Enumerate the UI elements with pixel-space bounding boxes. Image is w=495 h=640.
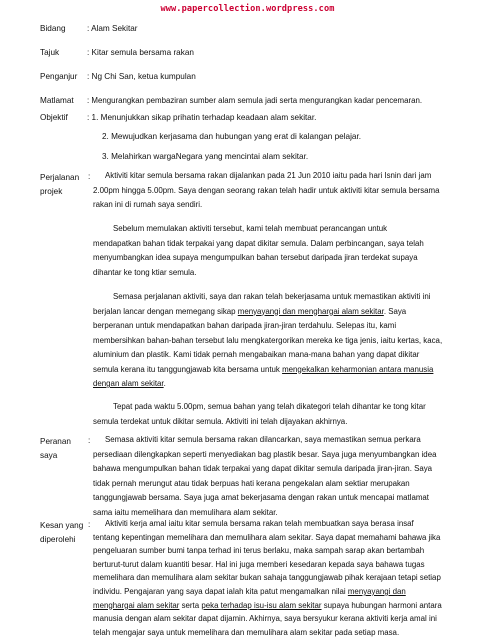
text-segment: serta — [179, 600, 202, 610]
peranan-colon: : — [88, 436, 91, 445]
peranan-label-line1: Peranan — [40, 437, 71, 446]
text-line: persediaan dilengkapkan seperti menyediakan bag plastik besar. Saya juga menyumbangkan idea — [93, 449, 437, 459]
perjalanan-colon: : — [88, 172, 91, 181]
text-line: berperanan untuk mendapatkan bahan daripada jiran-jiran terdahulu. Selepas itu, kami — [93, 321, 397, 330]
perjalanan-paragraph-3 — [93, 290, 471, 392]
text-line: Sebelum memulakan aktiviti tersebut, kami telah membuat perancangan untuk — [113, 224, 388, 233]
matlamat-label: Matlamat — [40, 96, 74, 105]
underlined-phrase: menyayangi dan — [347, 586, 406, 596]
perjalanan-label-line1: Perjalanan — [40, 173, 80, 182]
text-line: tanggungjawab bersama. Saya juga amat bekerjasama dengan rakan untuk mencapai matlamat — [93, 493, 429, 502]
text-line: Aktiviti kitar semula bersama rakan dijalankan pada 21 Jun 2010 iaitu pada hari Isnin dari jam — [105, 171, 432, 180]
text-segment: . Saya — [383, 306, 407, 316]
text-line: tentang kepentingan memelihara dan memulihara alam sekitar. Saya dapat memahami bahawa jika — [93, 532, 441, 542]
bidang-label: Bidang — [40, 24, 66, 33]
kesan-paragraph — [93, 517, 471, 639]
text-line: mendapatkan bahan tidak terpakai yang dapat dikitar semula. Dalam perbincangan, saya telah — [93, 238, 424, 248]
text-segment: berjalan lancar dengan memegang sikap — [93, 306, 238, 316]
text-line: Aktiviti kerja amal iaitu kitar semula bersama rakan telah membuatkan saya berasa insaf — [105, 519, 414, 528]
underlined-phrase: menyayangi dan menghargai alam sekitar — [237, 306, 384, 316]
text-line: membersihkan bahan-bahan tersebut lalu mengkatergorikan mereka ke tiga jenis, iaitu kertas, kaca, — [93, 335, 443, 345]
perjalanan-paragraph-2 — [93, 222, 471, 280]
text-line: sama iaitu memelihara dan memulihara alam sekitar. — [93, 507, 278, 517]
kesan-colon: : — [88, 520, 91, 529]
penganjur-label: Penganjur — [40, 72, 78, 81]
peranan-label-line2: saya — [40, 451, 58, 460]
tajuk-value: : Kitar semula bersama rakan — [87, 48, 194, 57]
underlined-phrase: peka terhadap isu-isu alam sekitar — [201, 600, 322, 610]
text-line: bahawa mengumpulkan bahan tidak terpakai yang dapat dikitar semula daripada jiran-jiran. Saya — [93, 464, 433, 473]
text-line: telah mengajar saya untuk memelihara dan memulihara alam sekitar pada setiap masa. — [93, 627, 400, 637]
perjalanan-paragraph-4 — [93, 400, 471, 429]
text-segment: semula kerana itu tanggungjawab kita bersama untuk — [93, 364, 283, 374]
text-segment: individu. Pengajaran yang saya dapat ialah kita patut mengamalkan nilai — [93, 586, 348, 596]
objektif-item-1: : 1. Menunjukkan sikap prihatin terhadap keadaan alam sekitar. — [87, 113, 317, 122]
text-line: tidak pernah merungut atau tidak berpuas hati kerana pengekalan alam sektiar merupakan — [93, 478, 410, 488]
kesan-label — [40, 520, 83, 545]
perjalanan-label-line2: projek — [40, 187, 63, 196]
text-segment: supaya hubungan harmoni antara — [321, 600, 442, 610]
kesan-label-line2: diperolehi — [40, 535, 76, 544]
objektif-label: Objektif — [40, 113, 68, 122]
bidang-value: : Alam Sekitar — [87, 24, 138, 33]
underlined-phrase: menghargai alam sekitar — [93, 600, 180, 610]
tajuk-label: Tajuk — [40, 48, 60, 57]
underlined-phrase: dengan alam sekitar — [93, 379, 164, 388]
perjalanan-label — [40, 172, 79, 197]
underlined-phrase: mengekalkan keharmonian antara manusia — [282, 364, 434, 374]
text-line: memelihara dan memulihara alam sekitar bukan sahaja tanggungjawab pihak kerajaan tetapi setiap — [93, 573, 441, 583]
peranan-paragraph — [93, 433, 471, 520]
text-line: rakan ini di rumah saya sendiri. — [93, 200, 203, 209]
text-line: 2.00pm hingga 5.00pm. Saya dengan seorang rakan telah hadir untuk aktiviti kitar semula bersama — [93, 185, 440, 195]
header-url: www.papercollection.wordpress.com — [160, 4, 335, 14]
penganjur-value: : Ng Chi San, ketua kumpulan — [87, 72, 196, 81]
objektif-item-2: 2. Mewujudkan kerjasama dan hubungan yang erat di kalangan pelajar. — [102, 132, 361, 141]
peranan-label — [40, 436, 71, 461]
objektif-item-3: 3. Melahirkan wargaNegara yang mencintai alam sekitar. — [102, 152, 309, 161]
text-line: Semasa perjalanan aktiviti, saya dan rakan telah bekerjasama untuk memastikan aktiviti ini — [113, 292, 431, 301]
text-line: dihantar ke tong ktiar semula. — [93, 267, 197, 277]
text-line: semula terdekat untuk dikitar semula. Aktiviti ini telah dijayakan akhirnya. — [93, 416, 348, 426]
text-line: pengeluaran sumber bumi tanpa terhad ini terus berlaku, maka sampah sarap akan bertambah — [93, 546, 425, 556]
text-line: aluminium dan plastik. Kami tidak pernah mengabaikan mana-mana bahan yang dapat dikitar — [93, 350, 420, 359]
text-line: Tepat pada waktu 5.00pm, semua bahan yang telah dikategori telah dihantar ke tong kitar — [113, 402, 426, 411]
text-line: Semasa aktiviti kitar semula bersama rakan dilancarkan, saya memastikan semua perkara — [105, 435, 421, 444]
text-line: menyumbangkan idea supaya mengumpulkan bahan tersebut daripada jiran terdekat supaya — [93, 253, 418, 262]
text-line: berturut-turut dalam kuantiti besar. Hal ini juga memberi kesedaran kepada saya bahawa tugas — [93, 559, 425, 569]
perjalanan-paragraph-1 — [93, 169, 471, 213]
matlamat-value: : Mengurangkan pembaziran sumber alam semula jadi serta mengurangkan kadar pencemaran. — [87, 96, 423, 105]
text-segment: . — [163, 379, 166, 388]
text-line: manusia dengan alam sekitar dapat dijamin. Akhirnya, saya bersyukur kerana aktiviti kerja amal ini — [93, 614, 437, 624]
kesan-label-line1: Kesan yang — [40, 521, 84, 530]
